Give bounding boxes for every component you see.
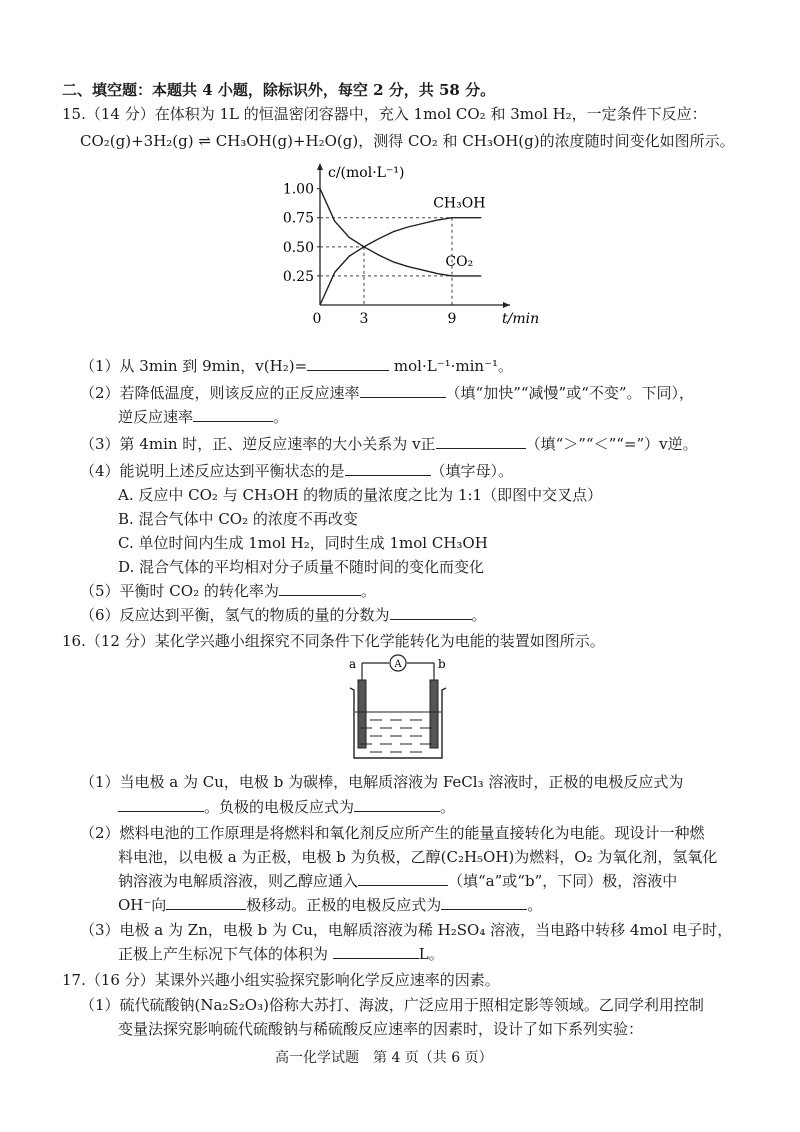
x-tick-label: 3 [359,311,369,327]
q16-s2-hint: （填“a”或“b”，下同）极，溶液中 [448,872,678,890]
page-footer: 高一化学试题 第 4 页（共 6 页） [275,1050,493,1066]
concentration-chart [262,155,540,340]
answer-blank-q15-5[interactable] [279,581,361,596]
answer-blank-q15-2b[interactable] [193,407,273,422]
q15-option-c: C. 单位时间内生成 1mol H₂，同时生成 1mol CH₃OH [118,534,488,552]
q16-s2-oh: OH⁻向 [118,896,167,914]
q17-intro: 17.（16 分）某课外兴趣小组实验探究影响化学反应速率的因素。 [62,971,500,989]
q15-s3-text: （3）第 4min 时，正、逆反应速率的大小关系为 v正 [80,435,436,453]
q15-s2-text: （2）若降低温度，则该反应的正反应速率 [80,384,360,402]
q15-s2-line2 [118,407,288,427]
y-tick-label: 0.50 [282,239,314,256]
q17-s1-line2: 变量法探究影响硫代硫酸钠与稀硫酸反应速率的因素时，设计了如下系列实验： [118,1020,644,1038]
q16-s2-text: 钠溶液为电解质溶液，则乙醇应通入 [118,872,359,890]
q15-s6-end: 。 [471,606,487,624]
answer-blank-q15-3[interactable] [436,434,526,449]
q16-s3-line1: （3）电极 a 为 Zn，电极 b 为 Cu，电解质溶液为稀 H₂SO₄ 溶液，当电路中转移 4mol 电子时， [80,921,733,939]
q15-s4-hint: （填字母）。 [430,462,514,480]
answer-blank-q15-4[interactable] [345,461,431,476]
q16-s2-line3 [118,871,677,891]
q16-s3-unit: L。 [418,945,444,963]
answer-blank-q15-1[interactable] [307,356,389,371]
y-tick-label: 0.75 [282,210,314,227]
q16-s2-end: 。 [527,896,543,914]
q16-intro: 16.（12 分）某化学兴趣小组探究不同条件下化学能转化为电能的装置如图所示。 [62,632,605,650]
x-axis-arrow [503,302,510,308]
q15-s1-text: （1）从 3min 到 9min，v(H₂)= [80,357,308,375]
ammeter-label: A [394,659,402,670]
answer-blank-q16-3[interactable] [333,944,419,959]
q15-s5-end: 。 [360,582,376,600]
q16-s2-line4 [118,895,542,915]
q15-s5-text: （5）平衡时 CO₂ 的转化率为 [80,582,279,600]
answer-blank-q16-2a[interactable] [358,871,448,886]
q15-s1-unit: mol·L⁻¹·min⁻¹。 [393,357,514,375]
q17-s1-line1: （1）硫代硫酸钠(Na₂S₂O₃)俗称大苏打、海波，广泛应用于照相定影等领域。乙同学利用控制 [80,996,704,1014]
q15-s4-text: （4）能说明上述反应达到平衡状态的是 [80,462,345,480]
answer-blank-q16-1a[interactable] [118,797,204,812]
series-label-1: CO₂ [445,253,474,270]
q16-s3-text: 正极上产生标况下气体的体积为 [118,945,329,963]
q15-intro: 15.（14 分）在体积为 1L 的恒温密闭容器中，充入 1mol CO₂ 和 3mol H₂，一定条件下反应： [62,105,707,123]
electrode-b-label: b [438,657,446,671]
q15-option-d: D. 混合气体的平均相对分子质量不随时间的变化而变化 [118,558,485,576]
x-axis-label: t/min [502,311,540,327]
electrode-a [358,680,366,748]
q16-s1-end: 。 [440,798,456,816]
q15-s3-hint: （填“＞”“＜”“=”）v逆。 [525,435,698,453]
y-tick-label: 1.00 [282,181,314,198]
q15-s3 [80,434,698,454]
q16-s1: （1）当电极 a 为 Cu，电极 b 为碳棒，电解质溶液为 FeCl₃ 溶液时，正极的电极反应式为 [80,773,684,791]
electrode-a-label: a [349,657,357,671]
y-tick-label: 0.25 [282,268,314,285]
answer-blank-q16-2c[interactable] [441,895,527,910]
y-axis-label: c/(mol·L⁻¹) [328,165,405,181]
x-tick-label: 0 [312,311,322,327]
answer-blank-q16-2b[interactable] [166,895,246,910]
q15-s1 [80,356,513,376]
q15-s6-text: （6）反应达到平衡，氢气的物质的量的分数为 [80,606,390,624]
electrolyte-solution [355,712,441,752]
answer-blank-q15-2a[interactable] [360,383,446,398]
q15-s5 [80,581,376,601]
x-tick-label: 9 [447,311,457,327]
q16-s2-line1: （2）燃料电池的工作原理是将燃料和氧化剂反应所产生的能量直接转化为电能。现设计一种燃 [80,824,705,842]
q15-option-a: A. 反应中 CO₂ 与 CH₃OH 的物质的量浓度之比为 1:1（即图中交叉点） [118,486,603,504]
q16-s3-line2 [118,944,444,964]
q15-s2-reverse: 逆反应速率 [118,408,194,426]
q15-s4 [80,461,513,481]
q15-s2-hint: （填“加快”“减慢”或“不变”。下同）， [445,384,695,402]
q15-s2 [80,383,694,403]
q15-s2-end: 。 [273,408,289,426]
electrode-b [430,680,438,748]
q16-s1-line2 [118,797,455,817]
electrochemical-cell-diagram [342,650,454,768]
q15-equation: CO₂(g)+3H₂(g) ⇌ CH₃OH(g)+H₂O(g)，测得 CO₂ 和 CH₃OH(g)的浓度随时间变化如图所示。 [80,132,735,150]
y-axis-arrow [317,163,323,170]
section-title: 二、填空题：本题共 4 小题，除标识外，每空 2 分，共 58 分。 [62,81,496,99]
answer-blank-q16-1b[interactable] [354,797,440,812]
q15-s6 [80,605,487,625]
q15-option-b: B. 混合气体中 CO₂ 的浓度不再改变 [118,510,358,528]
answer-blank-q15-6[interactable] [390,605,472,620]
q16-s2-line2: 料电池，以电极 a 为正极，电极 b 为负极，乙醇(C₂H₅OH)为燃料，O₂ 为氧化剂，氢氧化 [118,848,718,866]
series-label-0: CH₃OH [433,195,486,212]
q16-s2-pos: 极移动。正极的电极反应式为 [246,896,442,914]
q16-s1-neg: 。负极的电极反应式为 [204,798,355,816]
